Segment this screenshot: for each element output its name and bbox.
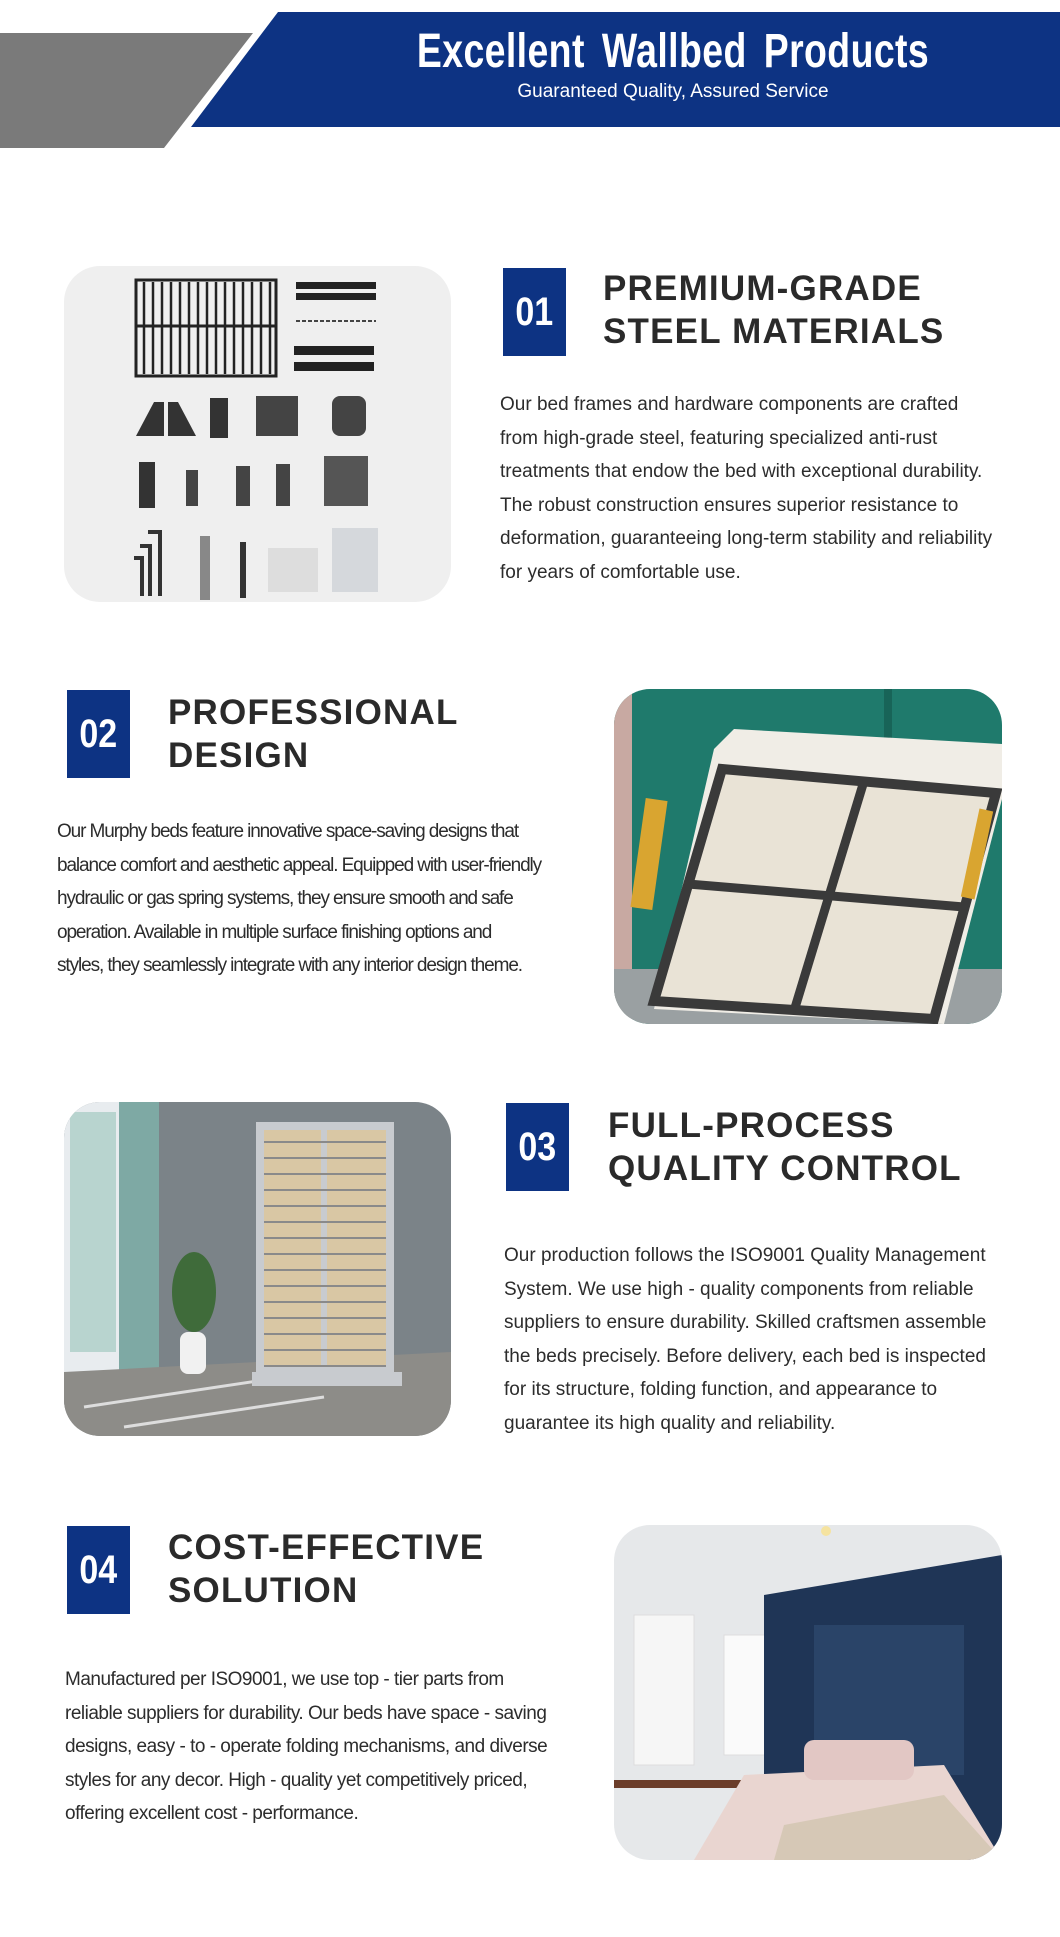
bedroom-wallbed-image <box>614 1525 1002 1860</box>
heading-line: STEEL MATERIALS <box>603 312 945 351</box>
body-line: Our bed frames and hardware components are crafted <box>500 394 959 415</box>
body-line: the beds precisely. Before delivery, each bed is inspected <box>504 1345 986 1367</box>
body-line: designs, easy - to - operate folding mechanisms, and diverse <box>65 1736 548 1758</box>
body-line: deformation, guaranteeing long-term stability and reliability <box>500 528 993 550</box>
body-line: for its structure, folding function, and appearance to <box>504 1379 938 1401</box>
page-subtitle: Guaranteed Quality, Assured Service <box>517 81 829 102</box>
body-line: reliable suppliers for durability. Our beds have space - saving <box>65 1702 547 1724</box>
section-body <box>65 1663 547 1831</box>
page-title: Excellent Wallbed Products <box>416 25 930 78</box>
body-line: styles for any decor. High - quality yet competitively priced, <box>65 1769 528 1791</box>
section-number-badge: 03 <box>506 1103 569 1191</box>
section-body <box>57 815 541 983</box>
section-body <box>504 1239 986 1441</box>
heading-line: PREMIUM-GRADE <box>603 269 922 308</box>
folding-bed-room-image <box>64 1102 451 1436</box>
murphy-bed-frame-image <box>614 689 1002 1024</box>
body-line: for years of comfortable use. <box>500 561 741 583</box>
section-heading <box>168 1526 484 1612</box>
section-number-badge: 04 <box>67 1526 130 1614</box>
body-line: styles, they seamlessly integrate with any interior design theme. <box>57 955 522 977</box>
section-number-badge: 01 <box>503 268 566 356</box>
hardware-components-image <box>64 266 451 602</box>
heading-line: QUALITY CONTROL <box>608 1149 962 1188</box>
heading-line: SOLUTION <box>168 1571 359 1610</box>
section-heading <box>168 691 459 777</box>
body-line: Manufactured per ISO9001, we use top - tier parts from <box>65 1669 504 1690</box>
body-line: suppliers to ensure durability. Skilled craftsmen assemble <box>504 1312 987 1334</box>
heading-line: COST-EFFECTIVE <box>168 1528 485 1567</box>
body-line: Our production follows the ISO9001 Quality Management <box>504 1245 986 1266</box>
body-line: Our Murphy beds feature innovative space-saving designs that <box>57 821 519 842</box>
body-line: guarantee its high quality and reliability. <box>504 1412 836 1434</box>
body-line: offering excellent cost - performance. <box>65 1803 359 1825</box>
heading-line: DESIGN <box>168 736 310 775</box>
heading-line: PROFESSIONAL <box>168 693 459 732</box>
gray-accent-shape <box>0 33 253 148</box>
heading-line: FULL-PROCESS <box>608 1106 895 1145</box>
body-line: System. We use high - quality components from reliable <box>504 1278 974 1300</box>
body-line: from high-grade steel, featuring specialized anti-rust <box>500 427 938 449</box>
body-line: operation. Available in multiple surface finishing options and <box>57 921 492 943</box>
body-line: hydraulic or gas spring systems, they ensure smooth and safe <box>57 888 513 910</box>
section-heading <box>608 1104 962 1190</box>
section-heading <box>603 267 944 353</box>
section-number-badge: 02 <box>67 690 130 778</box>
section-body <box>500 388 992 590</box>
body-line: treatments that endow the bed with exceptional durability. <box>500 461 983 483</box>
body-line: The robust construction ensures superior resistance to <box>500 494 959 516</box>
body-line: balance comfort and aesthetic appeal. Equipped with user-friendly <box>57 854 542 876</box>
